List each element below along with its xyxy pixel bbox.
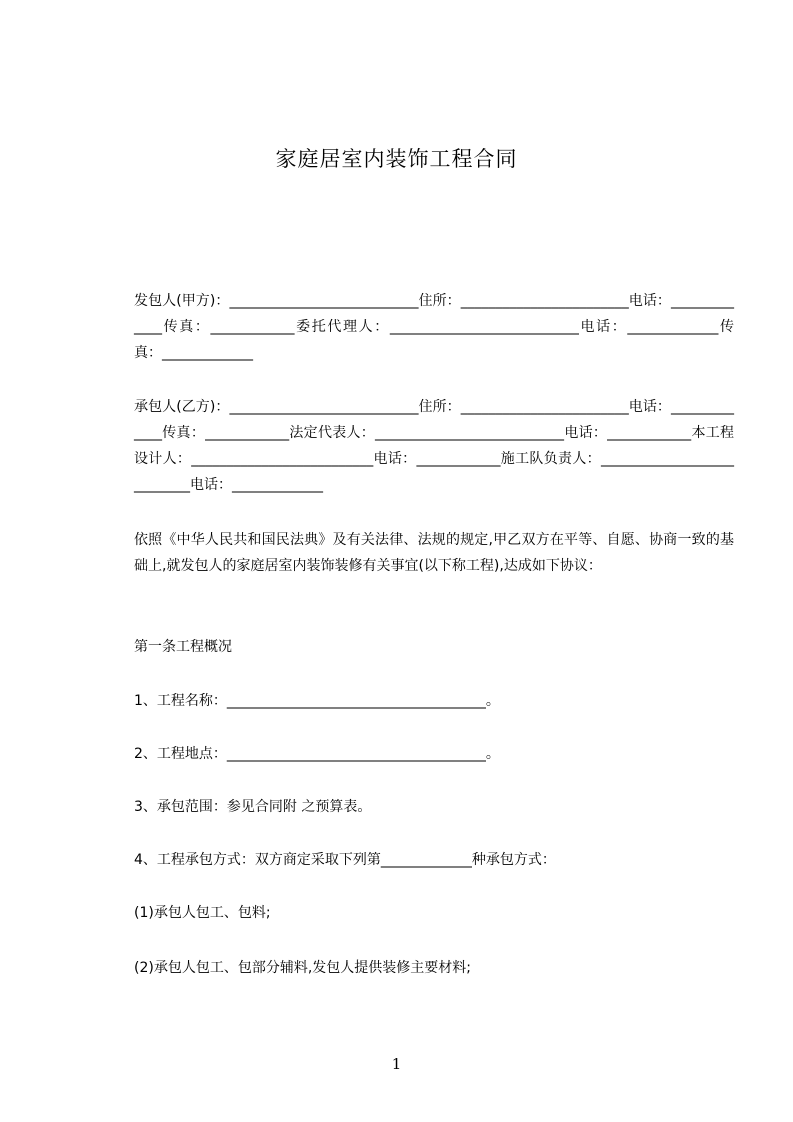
party-b-block: 承包人(乙方)：___________________________住所：________________________电话：_____________传真：____________法定代表人：___________________________电话：____________本工程设计人：__________________________电话：____________施工队负责人：___________________________电话：_____________ [134,399,734,493]
document-title: 家庭居室内装饰工程合同 [275,147,518,171]
option-partial-package: (2)承包人包工、包部分辅料,发包人提供装修主要材料; [134,960,471,976]
item-contract-scope: 3、承包范围：参见合同附 之预算表。 [134,799,372,815]
article1-heading: 第一条工程概况 [134,639,232,655]
page-number: 1 [391,1055,402,1073]
item-project-location: 2、工程地点：_____________________________________。 [134,746,500,762]
preamble-paragraph: 依照《中华人民共和国民法典》及有关法律、法规的规定,甲乙双方在平等、自愿、协商一致的基础上,就发包人的家庭居室内装饰装修有关事宜(以下称工程),达成如下协议： [134,532,734,574]
party-a-block: 发包人(甲方)：___________________________住所：________________________电话：_____________传真：____________委托代理人：___________________________电话：_____________传真：_____________ [134,293,734,361]
option-full-package: (1)承包人包工、包料; [134,905,271,921]
item-project-name: 1、工程名称：_____________________________________。 [134,693,500,709]
item-contract-method: 4、工程承包方式：双方商定采取下列第_____________种承包方式： [134,852,556,868]
